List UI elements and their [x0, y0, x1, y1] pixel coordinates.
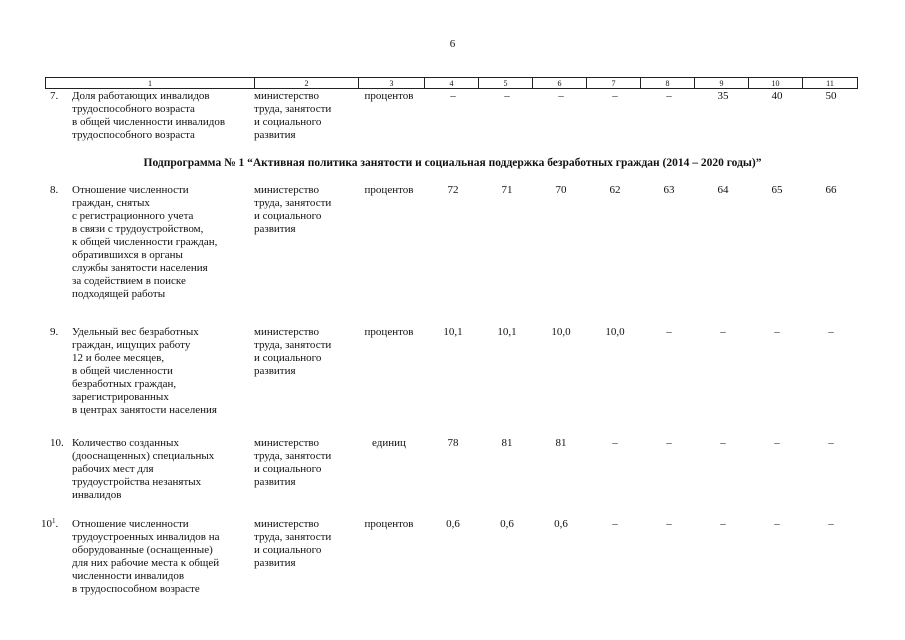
column-number-6: 6: [533, 78, 587, 89]
value-cell: –: [774, 326, 780, 338]
indicator-name-line: трудоспособного возраста: [72, 129, 195, 141]
column-number-4: 4: [425, 78, 479, 89]
column-number-3: 3: [359, 78, 425, 89]
indicator-name-line: трудоустройства незанятых: [72, 476, 202, 488]
responsible-line: министерство: [254, 437, 320, 449]
indicator-name-line: подходящей работы: [72, 288, 166, 300]
value-cell: –: [828, 326, 834, 338]
row-number: 8.: [50, 184, 59, 196]
value-cell: –: [612, 90, 618, 102]
indicator-name-line: в общей численности: [72, 365, 173, 377]
indicator-name-line: за содействием в поиске: [72, 275, 186, 287]
indicator-name-line: граждан, снятых: [72, 197, 150, 209]
row-number-superscript: 1: [52, 517, 56, 525]
responsible-body: [254, 518, 354, 570]
indicator-name-line: к общей численности граждан,: [72, 236, 218, 248]
value-cell: 81: [501, 437, 513, 449]
indicator-name-line: Доля работающих инвалидов: [72, 90, 210, 102]
value-cell: 72: [447, 184, 459, 196]
column-number-10: 10: [749, 78, 803, 89]
value-cell: 66: [825, 184, 837, 196]
column-header-row: [45, 77, 858, 89]
responsible-line: труда, занятости: [254, 197, 332, 209]
indicator-name-line: для них рабочие места к общей: [72, 557, 220, 569]
value-cell: 0,6: [446, 518, 460, 530]
value-cell: 81: [555, 437, 567, 449]
value-cell: 63: [663, 184, 675, 196]
responsible-body: [254, 184, 354, 236]
page-number: 6: [449, 38, 456, 50]
indicator-name: [72, 437, 257, 502]
value-cell: 65: [771, 184, 783, 196]
indicator-name-line: в центрах занятости населения: [72, 404, 217, 416]
column-number-9: 9: [695, 78, 749, 89]
responsible-line: развития: [254, 223, 296, 235]
value-cell: 62: [609, 184, 621, 196]
value-cell: 40: [771, 90, 783, 102]
value-cell: –: [504, 90, 510, 102]
indicator-name-line: численности инвалидов: [72, 570, 185, 582]
indicator-name-line: граждан, ищущих работу: [72, 339, 191, 351]
column-number-2: 2: [255, 78, 359, 89]
indicator-name-line: в трудоспособном возрасте: [72, 583, 200, 595]
value-cell: –: [828, 518, 834, 530]
indicator-name-line: обратившихся в органы: [72, 249, 183, 261]
indicator-name-line: инвалидов: [72, 489, 122, 501]
value-cell: –: [666, 326, 672, 338]
column-number-8: 8: [641, 78, 695, 89]
responsible-line: развития: [254, 476, 296, 488]
value-cell: –: [666, 437, 672, 449]
indicator-name-line: (дооснащенных) специальных: [72, 450, 215, 462]
value-cell: –: [558, 90, 564, 102]
responsible-line: и социального: [254, 352, 322, 364]
value-cell: –: [666, 90, 672, 102]
indicator-name-line: трудоспособного возраста: [72, 103, 195, 115]
column-number-1: 1: [46, 78, 255, 89]
responsible-body: [254, 326, 354, 378]
row-number: 7.: [50, 90, 59, 102]
responsible-line: министерство: [254, 184, 320, 196]
row-number-main: 10: [41, 518, 52, 530]
unit-of-measure: процентов: [364, 184, 414, 196]
unit-of-measure: процентов: [364, 90, 414, 102]
indicator-name-line: зарегистрированных: [72, 391, 169, 403]
value-cell: 0,6: [554, 518, 568, 530]
unit-of-measure: единиц: [372, 437, 406, 449]
value-cell: 35: [717, 90, 729, 102]
responsible-line: министерство: [254, 90, 320, 102]
responsible-line: министерство: [254, 326, 320, 338]
indicator-name-line: в связи с трудоустройством,: [72, 223, 204, 235]
indicator-name-line: службы занятости населения: [72, 262, 208, 274]
responsible-line: труда, занятости: [254, 531, 332, 543]
unit-of-measure: процентов: [364, 326, 414, 338]
column-number-11: 11: [803, 78, 858, 89]
responsible-line: труда, занятости: [254, 103, 332, 115]
unit-of-measure: процентов: [364, 518, 414, 530]
value-cell: –: [666, 518, 672, 530]
row-number-suffix: .: [55, 518, 59, 530]
indicator-name-line: рабочих мест для: [72, 463, 154, 475]
value-cell: 10,0: [605, 326, 625, 338]
responsible-line: развития: [254, 557, 296, 569]
indicator-name-line: Количество созданных: [72, 437, 179, 449]
indicator-name-line: оборудованные (оснащенные): [72, 544, 213, 556]
responsible-line: развития: [254, 129, 296, 141]
responsible-line: развития: [254, 365, 296, 377]
value-cell: 10,1: [497, 326, 517, 338]
responsible-body: [254, 90, 354, 142]
responsible-line: труда, занятости: [254, 450, 332, 462]
value-cell: 64: [717, 184, 729, 196]
indicator-name: [72, 184, 257, 301]
indicator-name: [72, 326, 257, 417]
value-cell: –: [612, 518, 618, 530]
value-cell: 10,0: [551, 326, 571, 338]
value-cell: –: [720, 437, 726, 449]
value-cell: –: [774, 518, 780, 530]
responsible-body: [254, 437, 354, 489]
subprogram-title: Подпрограмма № 1 “Активная политика занятости и социальная поддержка безработных граждан (2014 – 2020 годы)”: [143, 157, 762, 169]
value-cell: –: [828, 437, 834, 449]
row-number: 9.: [50, 326, 59, 338]
value-cell: –: [774, 437, 780, 449]
value-cell: 78: [447, 437, 459, 449]
responsible-line: и социального: [254, 116, 322, 128]
value-cell: –: [612, 437, 618, 449]
column-number-5: 5: [479, 78, 533, 89]
value-cell: –: [450, 90, 456, 102]
column-number-7: 7: [587, 78, 641, 89]
responsible-line: и социального: [254, 463, 322, 475]
row-number: 10.: [50, 437, 64, 449]
value-cell: –: [720, 326, 726, 338]
responsible-line: и социального: [254, 544, 322, 556]
value-cell: 0,6: [500, 518, 514, 530]
indicator-name-line: в общей численности инвалидов: [72, 116, 226, 128]
indicator-name-line: трудоустроенных инвалидов на: [72, 531, 220, 543]
responsible-line: министерство: [254, 518, 320, 530]
responsible-line: труда, занятости: [254, 339, 332, 351]
indicator-name-line: Удельный вес безработных: [72, 326, 199, 338]
row-number: [41, 518, 58, 531]
value-cell: 71: [501, 184, 513, 196]
value-cell: 70: [555, 184, 567, 196]
indicator-name: [72, 90, 257, 142]
indicator-name-line: безработных граждан,: [72, 378, 177, 390]
indicator-name-line: Отношение численности: [72, 518, 189, 530]
value-cell: –: [720, 518, 726, 530]
indicator-name-line: 12 и более месяцев,: [72, 352, 165, 364]
indicator-name: [72, 518, 257, 596]
value-cell: 50: [825, 90, 837, 102]
value-cell: 10,1: [443, 326, 463, 338]
indicator-name-line: с регистрационного учета: [72, 210, 194, 222]
indicator-name-line: Отношение численности: [72, 184, 189, 196]
responsible-line: и социального: [254, 210, 322, 222]
